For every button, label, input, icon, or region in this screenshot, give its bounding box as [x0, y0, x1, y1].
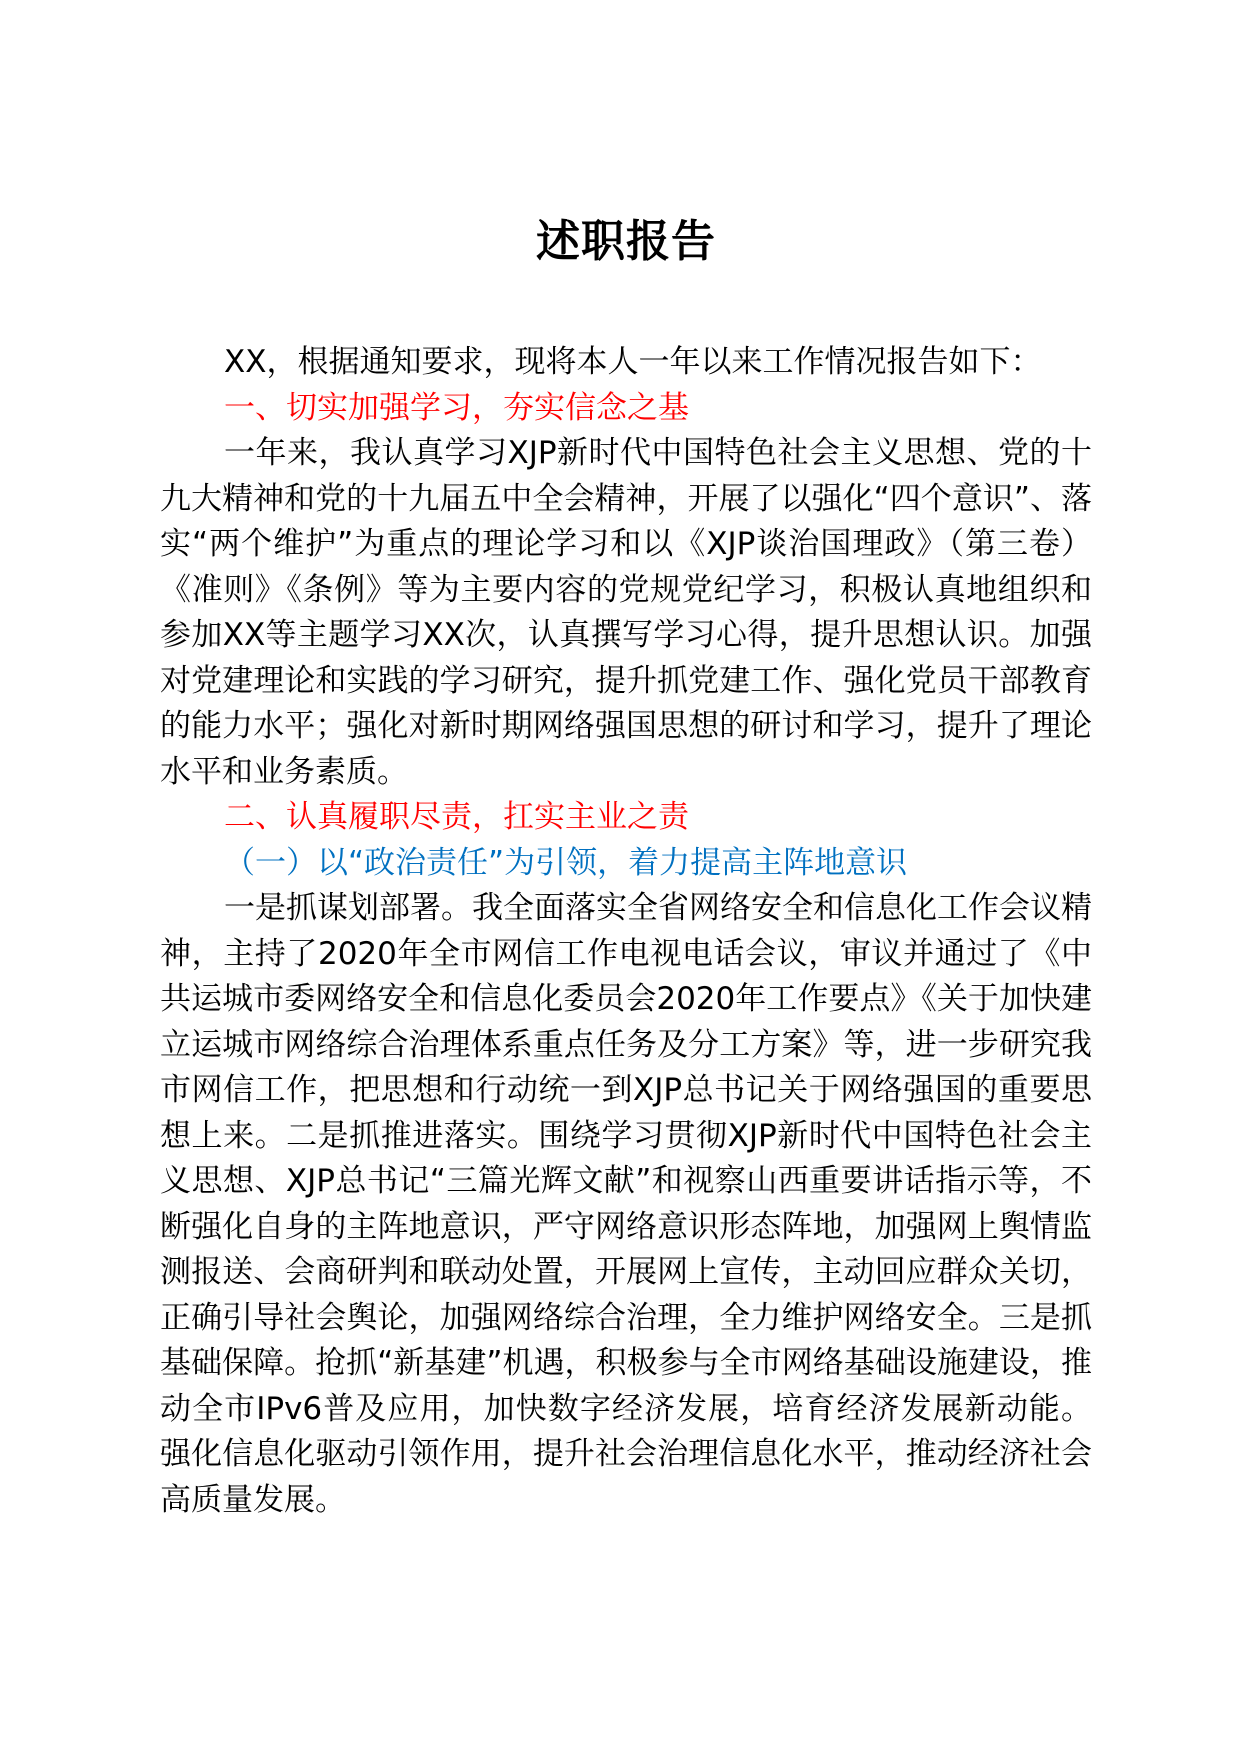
intro-paragraph: XX，根据通知要求，现将本人一年以来工作情况报告如下：	[224, 344, 1042, 380]
section-1-heading: 一、切实加强学习，夯实信念之基	[224, 389, 689, 426]
section-2-body: 一是抓谋划部署。我全面落实全省网络安全和信息化工作会议精神，主持了2020年全市网信工作电视电话会议，审议并通过了《中共运城市委网络安全和信息化委员会2020年工作要点》《关于加快建立运城市网络综合治理体系重点任务及分工方案》等，进一步研究我市网信工作，把思想和行动统一到XJP总书记关于网络强国的重要思想上来。二是抓推进落实。围绕学习贯彻XJP新时代中国特色社会主义思想、XJP总书记“三篇光辉文献”和视察山西重要讲话指示等，不断强化自身的主阵地意识，严守网络意识形态阵地，加强网上舆情监测报送、会商研判和联动处置，开展网上宣传，主动回应群众关切，正确引导社会舆论，加强网络综合治理，全力维护网络安全。三是抓基础保障。抢抓“新基建”机遇，积极参与全市网络基础设施建设，推动全市IPv6普及应用，加快数字经济发展，培育经济发展新动能。强化信息化驱动引领作用，提升社会治理信息化水平，推动经济社会高质量发展。	[160, 890, 1092, 1518]
document-page	[160, 210, 1092, 1523]
section-2-heading: 二、认真履职尽责，扛实主业之责	[224, 799, 689, 835]
document-title: 述职报告	[536, 216, 716, 267]
section-2-subheading: （一）以“政治责任”为引领，着力提高主阵地意识	[224, 844, 908, 881]
section-1-body: 一年来，我认真学习XJP新时代中国特色社会主义思想、党的十九大精神和党的十九届五中全会精神，开展了以强化“四个意识”、落实“两个维护”为重点的理论学习和以《XJP谈治国理政》（第三卷）《准则》《条例》等为主要内容的党规党纪学习，积极认真地组织和参加XX等主题学习XX次，认真撰写学习心得，提升思想认识。加强对党建理论和实践的学习研究，提升抓党建工作、强化党员干部教育的能力水平；强化对新时期网络强国思想的研讨和学习，提升了理论水平和业务素质。	[160, 435, 1092, 790]
